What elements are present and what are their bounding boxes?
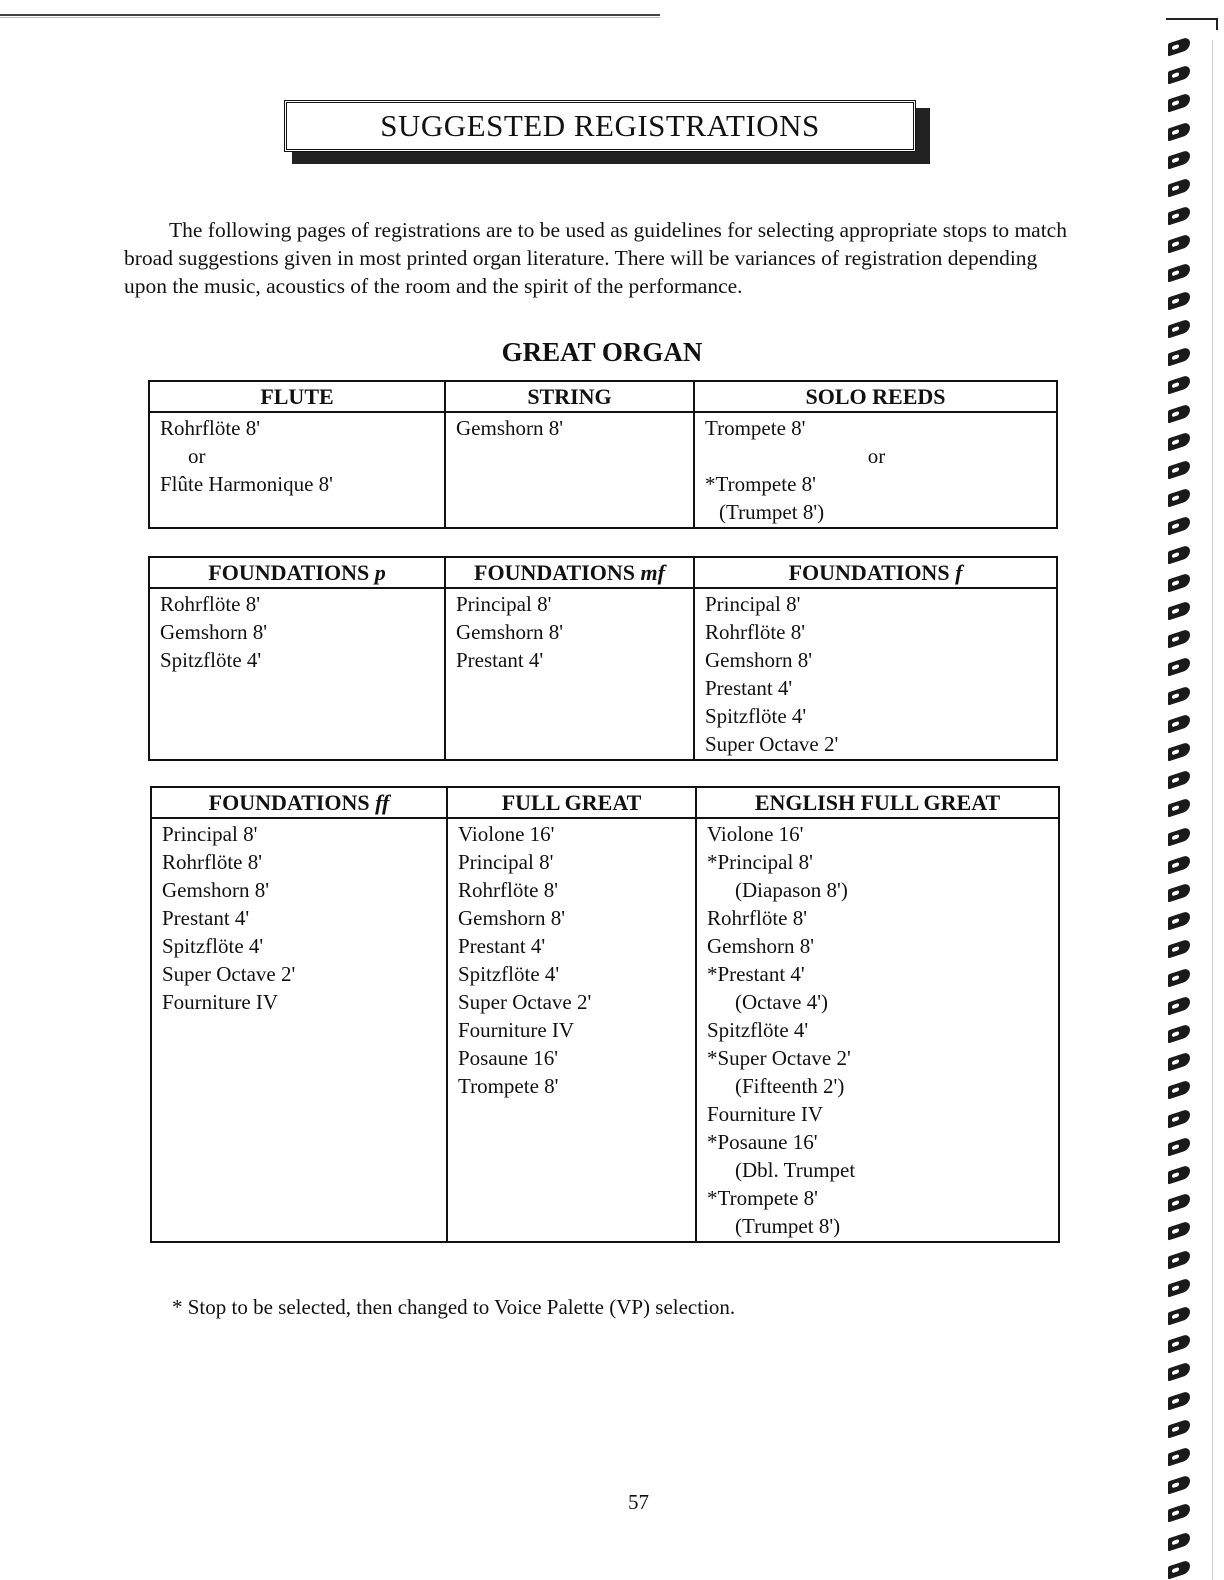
binding-ring xyxy=(1168,262,1190,282)
binding-ring xyxy=(1168,234,1190,254)
stop-item: Gemshorn 8' xyxy=(162,878,270,902)
stop-item: Rohrflöte 8' xyxy=(160,416,261,440)
header-flute: FLUTE xyxy=(149,381,445,412)
stop-item: Violone 16' xyxy=(707,822,804,846)
stop-item: Spitzflöte 4' xyxy=(707,1018,809,1042)
binding-ring xyxy=(1168,1475,1190,1495)
table-flute-string-reeds xyxy=(148,380,1058,529)
table-foundations xyxy=(148,556,1058,761)
binding-ring xyxy=(1168,572,1190,592)
binding-ring xyxy=(1168,1305,1190,1325)
binding-ring xyxy=(1168,1249,1190,1269)
cell-flute xyxy=(149,412,445,528)
binding-ring xyxy=(1168,995,1190,1015)
header-foundations-f xyxy=(694,557,1057,588)
stop-item: Prestant 4' xyxy=(456,648,544,672)
stop-alias: (Trumpet 8') xyxy=(735,1214,841,1238)
table-header-row xyxy=(149,557,1057,588)
binding-ring xyxy=(1168,826,1190,846)
binding-ring xyxy=(1168,403,1190,423)
binding-ring xyxy=(1168,798,1190,818)
binding-ring xyxy=(1168,544,1190,564)
header-foundations-ff xyxy=(151,787,447,818)
binding-ring xyxy=(1168,459,1190,479)
binding-ring xyxy=(1168,93,1190,113)
binding-ring xyxy=(1168,713,1190,733)
cell-foundations-ff xyxy=(151,818,447,1242)
stop-item: Trompete 8' xyxy=(705,416,806,440)
title-banner xyxy=(284,100,930,164)
binding-ring xyxy=(1168,882,1190,902)
binding-ring xyxy=(1168,685,1190,705)
binding-ring xyxy=(1168,1164,1190,1184)
binding-ring xyxy=(1168,1052,1190,1072)
stop-item: Gemshorn 8' xyxy=(707,934,815,958)
binding-ring xyxy=(1168,1277,1190,1297)
stop-item: Prestant 4' xyxy=(458,934,546,958)
intro-paragraph: The following pages of registrations are to be used as guidelines for selecting appropriate stops to match broad suggestions given in most printed organ literature. There will be variances of registration depending upon the music, acoustics of the room and the spirit of the performance. xyxy=(124,218,1067,298)
stop-item: Prestant 4' xyxy=(162,906,250,930)
stop-item: Gemshorn 8' xyxy=(456,620,564,644)
binding-ring xyxy=(1168,121,1190,141)
stop-item: *Prestant 4' xyxy=(707,962,805,986)
stop-alias: (Trumpet 8') xyxy=(719,500,825,524)
binding-ring xyxy=(1168,1503,1190,1523)
header-text: FOUNDATIONS xyxy=(788,560,956,585)
binding-ring xyxy=(1168,1362,1190,1382)
header-english-full-great: ENGLISH FULL GREAT xyxy=(696,787,1059,818)
binding-ring xyxy=(1168,1136,1190,1156)
stop-item: Rohrflöte 8' xyxy=(160,592,261,616)
stop-item: Super Octave 2' xyxy=(458,990,592,1014)
binding-ring xyxy=(1168,1193,1190,1213)
stop-item: Principal 8' xyxy=(456,592,552,616)
dynamic-mark: mf xyxy=(640,560,665,585)
footnote: * Stop to be selected, then changed to Voice Palette (VP) selection. xyxy=(172,1295,736,1319)
stop-item: Violone 16' xyxy=(458,822,555,846)
binding-ring xyxy=(1168,347,1190,367)
binding-ring xyxy=(1168,1023,1190,1043)
stop-item: Flûte Harmonique 8' xyxy=(160,472,333,496)
stop-item: Gemshorn 8' xyxy=(456,416,564,440)
stop-item: *Trompete 8' xyxy=(707,1186,818,1210)
binding-ring xyxy=(1168,657,1190,677)
stop-item: Principal 8' xyxy=(458,850,554,874)
binding-ring xyxy=(1168,1080,1190,1100)
header-foundations-mf xyxy=(445,557,694,588)
header-text: FOUNDATIONS xyxy=(474,560,641,585)
stop-item: Trompete 8' xyxy=(458,1074,559,1098)
binding-ring xyxy=(1168,741,1190,761)
stop-item: Principal 8' xyxy=(705,592,801,616)
binding-ring xyxy=(1168,1446,1190,1466)
stop-item: Fourniture IV xyxy=(162,990,279,1014)
stop-item: Principal 8' xyxy=(162,822,258,846)
binding-ring xyxy=(1168,854,1190,874)
binding-ring xyxy=(1168,488,1190,508)
binding-ring xyxy=(1168,911,1190,931)
stop-item: Fourniture IV xyxy=(707,1102,824,1126)
top-rule-shadow xyxy=(0,17,660,18)
cell-foundations-mf xyxy=(445,588,694,760)
binding-ring xyxy=(1168,206,1190,226)
header-solo-reeds: SOLO REEDS xyxy=(694,381,1057,412)
stop-alias: (Octave 4') xyxy=(735,990,828,1014)
binding-ring xyxy=(1168,1418,1190,1438)
section-title: GREAT ORGAN xyxy=(501,337,703,367)
stop-item: Spitzflöte 4' xyxy=(705,704,807,728)
page-edge-line xyxy=(1212,40,1213,1580)
page-number: 57 xyxy=(628,1490,649,1514)
dynamic-mark: f xyxy=(955,560,963,585)
stop-item: *Posaune 16' xyxy=(707,1130,818,1154)
header-text: FOUNDATIONS xyxy=(208,790,376,815)
stop-item: Super Octave 2' xyxy=(162,962,296,986)
cell-string xyxy=(445,412,694,528)
stop-item: Spitzflöte 4' xyxy=(160,648,262,672)
dynamic-mark: p xyxy=(374,560,386,585)
stop-item: *Trompete 8' xyxy=(705,472,816,496)
stop-item: Rohrflöte 8' xyxy=(162,850,263,874)
stop-item: Spitzflöte 4' xyxy=(458,962,560,986)
stop-item: Rohrflöte 8' xyxy=(707,906,808,930)
header-string: STRING xyxy=(445,381,694,412)
binding-ring xyxy=(1168,1108,1190,1128)
binding-ring xyxy=(1168,1531,1190,1551)
binding-ring xyxy=(1168,1221,1190,1241)
page-title: SUGGESTED REGISTRATIONS xyxy=(284,100,916,152)
table-full-great xyxy=(150,786,1060,1243)
cell-english-full-great xyxy=(696,818,1059,1242)
binding-ring xyxy=(1168,629,1190,649)
binding-ring xyxy=(1168,36,1190,56)
header-foundations-p xyxy=(149,557,445,588)
dynamic-mark: ff xyxy=(375,790,390,815)
table-row xyxy=(151,818,1059,1242)
binding-corner xyxy=(1166,18,1218,20)
binding-ring xyxy=(1168,600,1190,620)
stop-alias: (Dbl. Trumpet xyxy=(735,1158,856,1182)
table-row xyxy=(149,412,1057,528)
stop-item: Spitzflöte 4' xyxy=(162,934,264,958)
stop-item: *Principal 8' xyxy=(707,850,813,874)
binding-ring xyxy=(1168,375,1190,395)
binding-ring xyxy=(1168,967,1190,987)
stop-alias: (Diapason 8') xyxy=(735,878,848,902)
stop-item: Rohrflöte 8' xyxy=(705,620,806,644)
stop-item: Gemshorn 8' xyxy=(705,648,813,672)
stop-item: Posaune 16' xyxy=(458,1046,559,1070)
or-text: or xyxy=(188,444,206,468)
stop-item: Fourniture IV xyxy=(458,1018,575,1042)
stop-item: Prestant 4' xyxy=(705,676,793,700)
stop-item: Gemshorn 8' xyxy=(160,620,268,644)
binding-corner-edge xyxy=(1216,18,1218,30)
or-text: or xyxy=(867,444,886,468)
cell-full-great xyxy=(447,818,696,1242)
binding-ring xyxy=(1168,318,1190,338)
binding-ring xyxy=(1168,1334,1190,1354)
header-text: FOUNDATIONS xyxy=(208,560,375,585)
top-rule xyxy=(0,14,660,16)
binding-ring xyxy=(1168,431,1190,451)
stop-item: Gemshorn 8' xyxy=(458,906,566,930)
stop-item: *Super Octave 2' xyxy=(707,1046,851,1070)
table-header-row xyxy=(149,381,1057,412)
binding-ring xyxy=(1168,290,1190,310)
cell-foundations-p xyxy=(149,588,445,760)
cell-foundations-f xyxy=(694,588,1057,760)
binding-ring xyxy=(1168,149,1190,169)
binding-ring xyxy=(1168,939,1190,959)
binding-ring xyxy=(1168,65,1190,85)
stop-item: Rohrflöte 8' xyxy=(458,878,559,902)
binding-ring xyxy=(1168,177,1190,197)
table-row xyxy=(149,588,1057,760)
binding-ring xyxy=(1168,1390,1190,1410)
stop-alias: (Fifteenth 2') xyxy=(735,1074,845,1098)
header-full-great: FULL GREAT xyxy=(447,787,696,818)
stop-item: Super Octave 2' xyxy=(705,732,839,756)
binding-ring xyxy=(1168,516,1190,536)
table-header-row xyxy=(151,787,1059,818)
binding-ring xyxy=(1168,1559,1190,1579)
binding-ring xyxy=(1168,770,1190,790)
spiral-binding xyxy=(1160,0,1224,1580)
cell-solo-reeds xyxy=(694,412,1057,528)
